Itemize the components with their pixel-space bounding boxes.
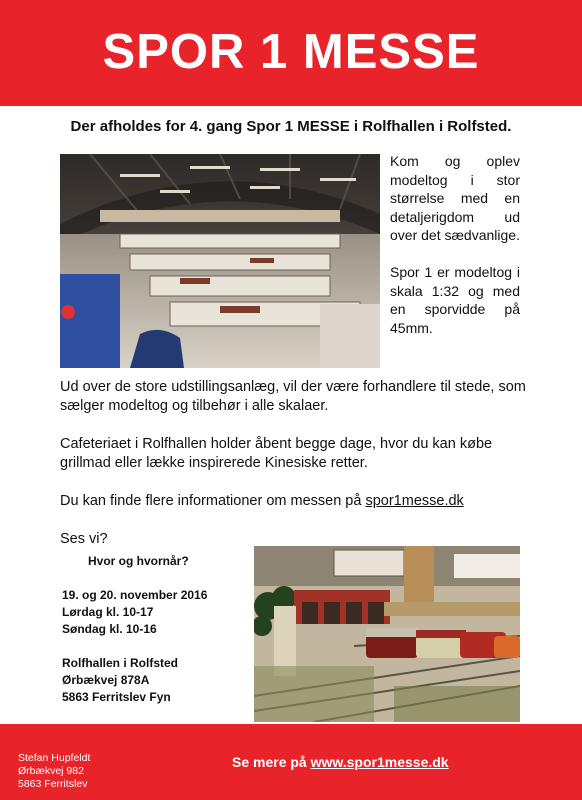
body-paragraph-3: [60, 492, 530, 511]
contact-street: Ørbækvej 982: [18, 765, 84, 777]
contact-address: [18, 752, 90, 791]
website-link[interactable]: spor1messe.dk: [365, 493, 464, 509]
venue-city: 5863 Ferritslev Fyn: [62, 690, 171, 704]
header-banner: [0, 0, 582, 106]
side-paragraph-2: Spor 1 er modeltog i skala 1:32 og med en sporvidde på 45mm.: [390, 263, 520, 336]
event-info: [62, 553, 242, 740]
info-heading: Hvor og hvornår?: [88, 554, 189, 568]
contact-city: 5863 Ferritslev: [18, 778, 88, 790]
hall-illustration: [60, 154, 380, 368]
event-dates: 19. og 20. november 2016: [62, 588, 208, 602]
intro-text: Der afholdes for 4. gang Spor 1 MESSE i Rolfhallen i Rolfsted.: [70, 118, 512, 135]
body-text: [60, 378, 530, 568]
footer-banner: [0, 724, 582, 800]
footer-more-prefix: Se mere på: [232, 754, 311, 770]
body-paragraph-4: Ses vi?: [60, 531, 108, 547]
model-train-photo: [254, 546, 520, 722]
saturday-hours: Lørdag kl. 10-17: [62, 605, 154, 619]
venue-name: Rolfhallen i Rolfsted: [62, 656, 179, 670]
body-paragraph-1: Ud over de store udstillingsanlæg, vil der være forhandlere til stede, som sælger modeltog og tilbehør i alle skalaer.: [60, 379, 526, 414]
venue-street: Ørbækvej 878A: [62, 673, 150, 687]
side-paragraph-1: Kom og oplev modeltog i stor størrelse med en detaljerigdom ud over det sædvanlige.: [390, 153, 520, 244]
exhibition-hall-photo: [60, 154, 380, 368]
side-description: [390, 152, 520, 355]
contact-name: Stefan Hupfeldt: [18, 752, 91, 764]
sunday-hours: Søndag kl. 10-16: [62, 622, 157, 636]
footer-website: [232, 754, 449, 770]
page-title: SPOR 1 MESSE: [102, 25, 480, 79]
info-prefix: Du kan finde flere informationer om messen på: [60, 493, 366, 509]
body-paragraph-2: Cafeteriaet i Rolfhallen holder åbent begge dage, hvor du kan købe grillmad eller lække inspirerede Kinesiske retter.: [60, 436, 493, 471]
footer-website-link[interactable]: www.spor1messe.dk: [310, 754, 449, 770]
train-illustration: [254, 546, 520, 722]
